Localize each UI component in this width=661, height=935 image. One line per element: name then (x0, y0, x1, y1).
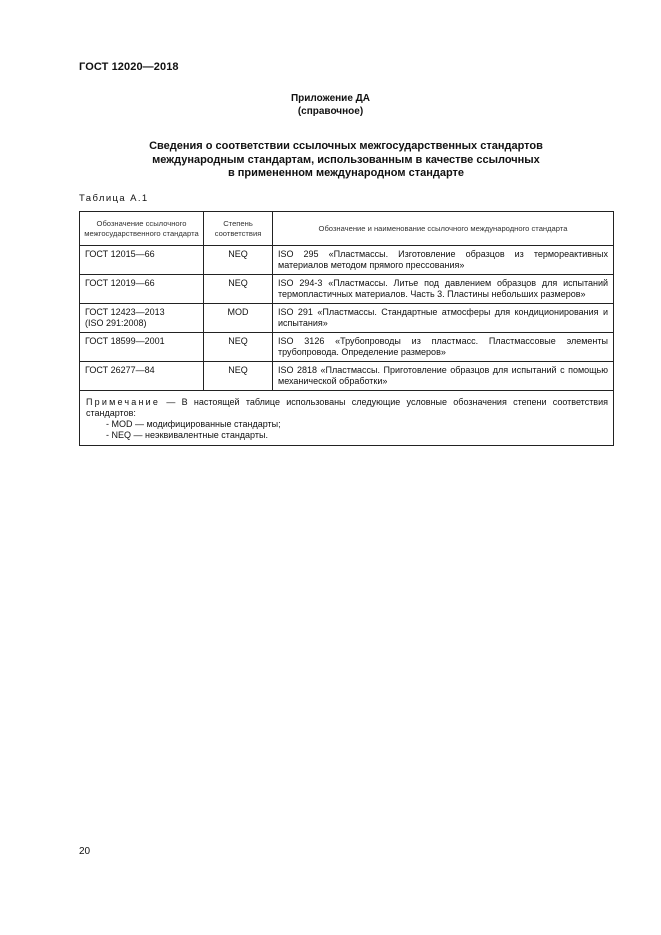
document-code: ГОСТ 12020—2018 (79, 61, 179, 73)
table-label: Таблица А.1 (79, 193, 149, 204)
cell-intl: ISO 295 «Пластмассы. Изготовление образцов из термореактивных материалов методом прямого прессования» (273, 246, 614, 275)
section-title (0, 140, 661, 181)
cell-intl: ISO 2818 «Пластмассы. Приготовление образцов для испытаний с помощью механической обработки» (273, 362, 614, 391)
table-row (80, 275, 614, 304)
header-gost: Обозначение ссылочного межгосударственного стандарта (80, 212, 204, 246)
cell-gost: ГОСТ 18599—2001 (80, 333, 204, 362)
cell-gost: ГОСТ 12015—66 (80, 246, 204, 275)
cell-degree: NEQ (204, 275, 273, 304)
cell-degree: NEQ (204, 246, 273, 275)
header-intl: Обозначение и наименование ссылочного международного стандарта (273, 212, 614, 246)
appendix-subtitle: (справочное) (297, 106, 364, 117)
table-note (80, 391, 614, 446)
note-item-neq: - NEQ — неэквивалентные стандарты. (106, 430, 268, 440)
section-title-line: в примененном международном стандарте (227, 167, 465, 179)
table-row (80, 246, 614, 275)
cell-degree: NEQ (204, 362, 273, 391)
page-number: 20 (79, 846, 91, 857)
table-note-row (80, 391, 614, 446)
cell-gost-code: ГОСТ 12423—2013 (85, 307, 165, 317)
section-title-line: Сведения о соответствии ссылочных межгосударственных стандартов (149, 140, 543, 152)
table-row (80, 362, 614, 391)
cell-intl: ISO 294-3 «Пластмассы. Литье под давлением образцов для испытаний термопластичных материалов. Часть 3. Пластины небольших размеров» (273, 275, 614, 304)
cell-intl: ISO 291 «Пластмассы. Стандартные атмосферы для кондиционирования и испытания» (273, 304, 614, 333)
appendix-heading (0, 92, 661, 118)
note-text: — В настоящей таблице использованы следующие условные обозначения степени соответствия стандартов: (86, 397, 608, 418)
cell-gost: ГОСТ 12019—66 (80, 275, 204, 304)
cell-gost: ГОСТ 26277—84 (80, 362, 204, 391)
note-label: Примечание (86, 397, 161, 407)
table-row (80, 304, 614, 333)
cell-intl: ISO 3126 «Трубопроводы из пластмасс. Пластмассовые элементы трубопровода. Определение размеров» (273, 333, 614, 362)
appendix-title: Приложение ДА (290, 93, 371, 104)
table-header-row (80, 212, 614, 246)
cell-gost (80, 304, 204, 333)
cell-degree: MOD (204, 304, 273, 333)
table-row (80, 333, 614, 362)
cell-degree: NEQ (204, 333, 273, 362)
standards-table (79, 211, 614, 446)
header-degree: Степень соответствия (204, 212, 273, 246)
note-item-mod: - MOD — модифицированные стандарты; (106, 419, 281, 429)
cell-gost-iso-ref: (ISO 291:2008) (85, 318, 147, 328)
section-title-line: международным стандартам, использованным в качестве ссылочных (152, 153, 540, 166)
